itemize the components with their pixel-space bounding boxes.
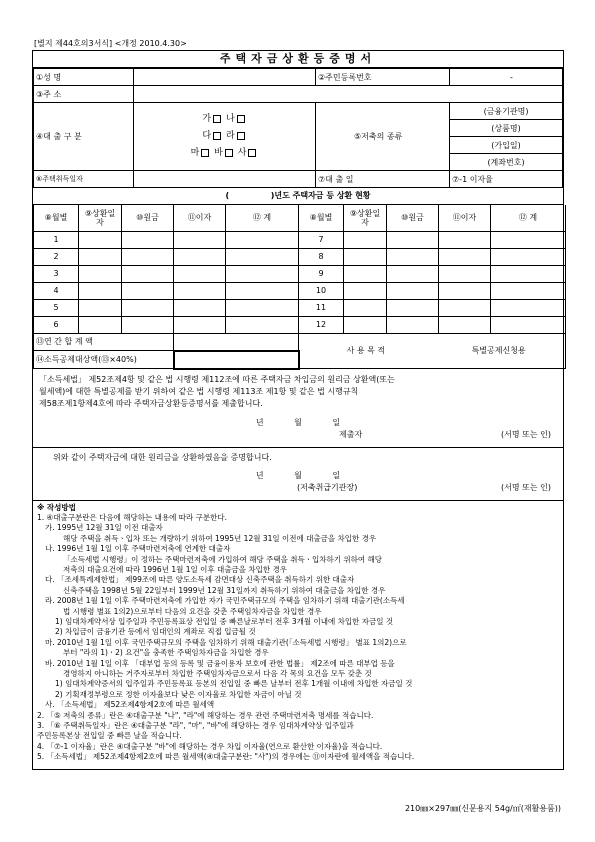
instructions-title: ※ 작성방법 <box>37 502 76 512</box>
lender-label: (저축취급기관장) <box>297 482 358 492</box>
purpose-value: 특별공제신청용 <box>471 346 526 356</box>
table-cell[interactable] <box>439 231 491 248</box>
col-month-left: ⑧월별 <box>34 205 79 231</box>
join-date-field[interactable]: (가입일) <box>450 137 563 154</box>
guide-line: 2) 차입금이 금융기관 등에서 임대인의 계좌로 직접 입금될 것 <box>55 627 256 637</box>
month-cell: 6 <box>34 316 79 333</box>
guide-line: 1) 임대차계약증서의 입주일과 주민등록표 등본의 전입일 중 빠른 날부터 전후 1개월 이내에 차입한 자금일 것 <box>55 679 413 689</box>
col-month-right: ⑧월별 <box>299 205 344 231</box>
table-cell[interactable] <box>344 299 387 316</box>
table-cell[interactable] <box>79 265 122 282</box>
table-cell[interactable] <box>344 265 387 282</box>
table-cell[interactable] <box>344 282 387 299</box>
col-date-right: ⑨상환일자 <box>344 205 387 231</box>
guide-line: 2) 기획재정부령으로 정한 이자율보다 낮은 이자율로 차입한 자금이 아닐 것 <box>55 689 302 699</box>
acq-date-label: ⑥주택취득일자 <box>34 171 134 188</box>
table-cell[interactable] <box>439 299 491 316</box>
month-cell: 12 <box>299 316 344 333</box>
loan-type-options <box>134 103 316 171</box>
guide-line: 부터 "라의 1)ㆍ2) 요건"을 충족한 주택임차자금을 차입한 경우 <box>63 648 269 658</box>
decl-date[interactable]: 년 월 일 <box>255 417 341 427</box>
guide-line: 「소득세법 시행령」이 정하는 주택마련저축에 가입하여 해당 주택을 취득ㆍ입차하기 위하여 해당 <box>63 554 383 564</box>
checkbox-na[interactable] <box>237 115 245 123</box>
opt-ga: 가 <box>202 114 212 124</box>
table-cell[interactable] <box>79 299 122 316</box>
rate-label[interactable]: ⑦-1 이자율 <box>450 171 563 188</box>
table-cell[interactable] <box>226 248 299 265</box>
decl-line-2: 월세액)에 대한 특별공제를 받기 위하여 같은 법 시행령 제113조 제1항 및 같은 법 시행규칙 <box>39 386 359 396</box>
guide-line: 신축주택을 1998년 5월 22일부터 1999년 12월 31일까지 취득하기 위하여 대출금을 차입한 경우 <box>63 585 386 595</box>
submitter-sign[interactable]: (서명 또는 인) <box>501 429 551 439</box>
decl-line-1: 「소득세법」 제52조제4항 및 같은 법 시행령 제112조에 따른 주택자금 차입금의 원리금 상환액(또는 <box>39 374 395 384</box>
guide-line: 나. 1996년 1월 1일 이후 주택마련저축에 연계한 대출자 <box>45 544 231 554</box>
guide-line: 3. 「⑥ 주택취득일자」란은 ④대출구분 "라", "마", "바"에 해당하는 경우 임대차계약상 입주일과 <box>37 721 354 731</box>
acq-date-field[interactable] <box>134 171 316 188</box>
cert-date[interactable]: 년 월 일 <box>255 470 341 480</box>
table-cell[interactable] <box>344 316 387 333</box>
table-cell[interactable] <box>79 231 122 248</box>
loan-row-2 <box>136 128 313 145</box>
rrn-field[interactable] <box>450 69 563 86</box>
table-cell[interactable] <box>491 248 566 265</box>
account-number-field[interactable]: (계좌번호) <box>450 154 563 171</box>
guide-line: 5. 「소득세법」 제52조제4항제2호에 따른 월세액(④대출구분란: "사")의 경우에는 ⑪이자란에 월세액을 적습니다. <box>37 752 415 762</box>
table-cell[interactable] <box>226 265 299 282</box>
form-title: 주택자금상환등증명서 <box>33 51 563 68</box>
month-cell: 10 <box>299 282 344 299</box>
guide-line: 사. 「소득세법」 제52조제4항제2호에 따른 월세액 <box>45 700 215 710</box>
table-cell[interactable] <box>79 248 122 265</box>
submitter-label: 제출자 <box>339 429 363 439</box>
col-total-left: ⑫ 계 <box>226 205 299 231</box>
table-cell[interactable] <box>174 316 226 333</box>
table-cell[interactable] <box>387 248 439 265</box>
guide-line: 다. 「조세특례제한법」 제99조에 따른 양도소득세 감면대상 신축주택을 취득하기 위한 대출자 <box>45 575 355 585</box>
month-cell: 8 <box>299 248 344 265</box>
checkbox-ma[interactable] <box>201 149 209 157</box>
table-cell[interactable] <box>122 265 174 282</box>
month-cell: 5 <box>34 299 79 316</box>
month-cell: 2 <box>34 248 79 265</box>
lender-row <box>39 482 557 496</box>
table-cell[interactable] <box>387 265 439 282</box>
guide-line: 바. 2010년 1월 1일 이후 「대부업 등의 등록 및 금융이용자 보호에 관한 법률」 제2조에 따른 대부업 등을 <box>45 658 395 668</box>
table-cell[interactable] <box>174 265 226 282</box>
guide-line: 저축의 대출요건에 따라 1996년 1월 1일 이후 대출금을 차입한 경우 <box>63 564 287 574</box>
table-cell[interactable] <box>226 299 299 316</box>
product-name-field[interactable]: (상품명) <box>450 120 563 137</box>
bank-name-field[interactable]: (금융기관명) <box>450 103 563 120</box>
table-cell[interactable] <box>387 282 439 299</box>
rrn-label: ②주민등록번호 <box>316 69 450 86</box>
opt-sa: 사 <box>237 148 247 158</box>
table-cell[interactable] <box>122 316 174 333</box>
decl-line-3: 제58조제1항제4호에 따라 주택자금상환등증명서를 제출합니다. <box>39 398 263 408</box>
table-cell[interactable] <box>122 282 174 299</box>
loan-date-label: ⑦대 출 일 <box>316 171 450 188</box>
table-cell[interactable] <box>174 231 226 248</box>
opt-ra: 라 <box>225 131 235 141</box>
loan-row-1 <box>136 111 313 128</box>
submitter-row <box>39 429 557 443</box>
table-cell[interactable] <box>344 248 387 265</box>
repayment-table <box>33 205 566 370</box>
table-cell[interactable] <box>491 316 566 333</box>
heading-rest: )년도 주택자금 등 상환 현황 <box>270 191 371 200</box>
opt-ma: 마 <box>190 148 200 158</box>
name-field[interactable] <box>134 69 316 86</box>
heading-open: ( <box>225 191 230 200</box>
table-cell[interactable] <box>226 231 299 248</box>
form-reference: [별지 제44호의3서식] <개정 2010.4.30> <box>34 39 187 48</box>
checkbox-ra[interactable] <box>237 132 245 140</box>
guide-line: 1) 임대차계약서상 입주일과 주민등록표상 전입일 중 빠른날로부터 전후 3개월 이내에 차입한 자금일 것 <box>55 616 394 626</box>
table-cell[interactable] <box>439 282 491 299</box>
table-cell[interactable] <box>387 299 439 316</box>
table-cell[interactable] <box>79 282 122 299</box>
col-total-right: ⑫ 계 <box>491 205 566 231</box>
address-field[interactable] <box>134 86 563 103</box>
certificate-form <box>32 50 564 770</box>
guide-line: 1. ④대출구분란은 다음에 해당하는 내용에 따라 구분한다. <box>37 512 227 522</box>
table-cell[interactable] <box>79 316 122 333</box>
col-principal-right: ⑩원금 <box>387 205 439 231</box>
col-interest-right: ⑪이자 <box>439 205 491 231</box>
guide-line: 마. 2010년 1월 1일 이후 국민주택규모의 주택을 임차하기 위해 대출기관(「소득세법 시행령」 별표 1의2)으로 <box>45 637 407 647</box>
checkbox-ba[interactable] <box>225 149 233 157</box>
guide-line: 4. 「⑦-1 이자율」란은 ④대출구분 "바"에 해당하는 경우 차입 이자율(연으로 환산한 이자율)을 적습니다. <box>37 741 383 751</box>
certification <box>33 448 563 501</box>
guide-line: 법 시행령 별표 1의2)으로부터 다음의 요건을 갖춘 주택임차자금을 차입한 경우 <box>63 606 322 616</box>
guide-line: 가. 1995년 12월 31일 이전 대출자 <box>45 523 163 533</box>
table-cell[interactable] <box>491 299 566 316</box>
table-cell[interactable] <box>491 282 566 299</box>
purpose-label: 사 용 목 적 <box>346 346 386 356</box>
table-cell[interactable] <box>174 248 226 265</box>
rrn-dash: - <box>510 72 513 82</box>
repayment-heading <box>33 188 563 205</box>
table-cell[interactable] <box>439 265 491 282</box>
guide-line: 주민등록본상 전입일 중 빠른 날을 적습니다. <box>37 731 182 741</box>
table-cell[interactable] <box>491 231 566 248</box>
month-cell: 9 <box>299 265 344 282</box>
month-cell: 7 <box>299 231 344 248</box>
guide-line: 경영하지 아니하는 거주자로부터 차입한 주택임차자금으로서 다음 각 목의 요건을 모두 갖춘 것 <box>63 669 372 678</box>
opt-na: 나 <box>225 114 235 124</box>
month-cell: 1 <box>34 231 79 248</box>
lender-sign[interactable]: (서명 또는 인) <box>501 482 551 492</box>
table-cell[interactable] <box>226 316 299 333</box>
guide-line: 해당 주택을 취득ㆍ입차 또는 개량하기 위하여 1995년 12월 31일 이전에 대출금을 차입한 경우 <box>63 533 377 543</box>
checkbox-ga[interactable] <box>213 115 221 123</box>
month-cell: 4 <box>34 282 79 299</box>
col-date-left: ⑨상환일자 <box>79 205 122 231</box>
purpose-area <box>299 333 566 369</box>
loan-type-label: ④대 출 구 분 <box>34 103 134 171</box>
table-cell[interactable] <box>439 248 491 265</box>
table-cell[interactable] <box>491 265 566 282</box>
opt-da: 다 <box>202 131 212 141</box>
table-cell[interactable] <box>439 316 491 333</box>
applicant-table <box>33 68 563 188</box>
col-principal-left: ⑩원금 <box>122 205 174 231</box>
table-cell[interactable] <box>174 299 226 316</box>
annual-total-label: ⑬연 간 합 계 액 <box>34 333 174 351</box>
deduct-target-field[interactable] <box>174 351 299 369</box>
checkbox-da[interactable] <box>213 132 221 140</box>
declaration <box>33 370 563 448</box>
table-cell[interactable] <box>174 282 226 299</box>
annual-total-field[interactable] <box>174 333 299 351</box>
table-cell[interactable] <box>344 231 387 248</box>
deduct-target-label: ⑭소득공제대상액(⑬×40%) <box>34 351 174 369</box>
month-cell: 11 <box>299 299 344 316</box>
name-label: ①성 명 <box>34 69 134 86</box>
table-cell[interactable] <box>226 282 299 299</box>
table-cell[interactable] <box>122 231 174 248</box>
guide-line: 라. 2008년 1월 1일 이후 주택마련저축에 가입한 자가 국민주택규모의 주택을 임차하기 위해 대출기관(소득세 <box>45 596 405 606</box>
table-cell[interactable] <box>122 299 174 316</box>
instructions <box>33 501 563 769</box>
paper-spec: 210㎜×297㎜(신문용지 54g/㎡(재활용품)) <box>404 804 561 813</box>
loan-row-3 <box>136 145 313 162</box>
deposit-type-label: ⑤저축의 종류 <box>316 103 450 171</box>
col-interest-left: ⑪이자 <box>174 205 226 231</box>
guide-line: 2. 「⑤ 저축의 종류」란은 ④대출구분 "나", "라"에 해당하는 경우 관련 주택마련저축 명세를 적습니다. <box>37 710 374 720</box>
month-cell: 3 <box>34 265 79 282</box>
table-cell[interactable] <box>122 248 174 265</box>
cert-text: 위와 같이 주택자금에 대한 원리금을 상환하였음을 증명합니다. <box>53 452 272 462</box>
table-cell[interactable] <box>387 231 439 248</box>
address-label: ③주 소 <box>34 86 134 103</box>
table-cell[interactable] <box>387 316 439 333</box>
opt-ba: 바 <box>214 148 223 158</box>
checkbox-sa[interactable] <box>248 149 256 157</box>
